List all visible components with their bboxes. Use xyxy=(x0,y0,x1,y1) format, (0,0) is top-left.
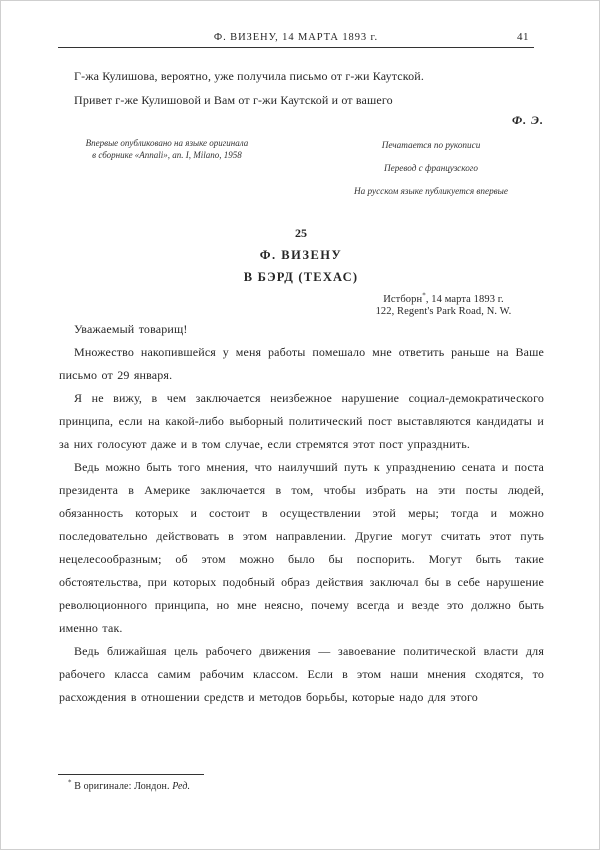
running-head-title: Ф. ВИЗЕНУ, 14 МАРТА 1893 г. xyxy=(213,32,379,43)
dateline-address: 122, Regent's Park Road, N. W. xyxy=(375,306,512,317)
letter-paragraph: Я не вижу, в чем заключается неизбежное нарушение социал-демократического принципа, если на какой-либо выборный политический пост выставляются кандидаты и за них голосуют даже и в том случае, если стремятся этот пост упразднить. xyxy=(59,391,544,451)
letter-body xyxy=(59,318,544,709)
letter-paragraph: Множество накопившейся у меня работы помешало мне ответить раньше на Ваше письмо от 29 января. xyxy=(59,345,544,382)
publication-note-left-line-2: в сборнике «Annali», an. I, Milano, 1958 xyxy=(92,149,242,160)
letter-addressee: Ф. ВИЗЕНУ xyxy=(259,248,343,262)
page-number: 41 xyxy=(517,31,529,43)
publication-note-left xyxy=(61,138,273,161)
intro-line-1: Г-жа Кулишова, вероятно, уже получила письмо от г-жи Каутской. xyxy=(74,69,424,83)
letter-heading xyxy=(1,227,600,284)
footnote xyxy=(58,774,543,793)
letter-signature: Ф. Э. xyxy=(511,113,544,127)
running-head xyxy=(58,31,534,48)
letter-destination: В БЭРД (ТЕХАС) xyxy=(243,270,359,284)
previous-letter-end xyxy=(59,64,544,128)
publication-note-right xyxy=(331,134,531,203)
intro-line-2: Привет г-же Кулишовой и Вам от г-жи Каутской и от вашего xyxy=(74,93,393,107)
footnote-separator xyxy=(58,774,204,775)
dateline-date: Истборн*, 14 марта 1893 г. xyxy=(383,291,504,305)
footnote-mark: * xyxy=(68,778,72,787)
dateline xyxy=(361,291,526,318)
letter-paragraph: Ведь ближайшая цель рабочего движения — завоевание политической власти для рабочего класса самим рабочим классом. Если в этом наши мнения сходятся, то расхождения в отношении средств и методов борьбы, которые надо для этого xyxy=(59,644,544,704)
footnote-text: * В оригинале: Лондон. Ред. xyxy=(68,778,191,792)
publication-note-left-line-1: Впервые опубликовано на языке оригинала xyxy=(85,138,249,148)
footnote-editor-label: Ред. xyxy=(172,781,191,792)
publication-note-right-line-3: На русском языке публикуется впервые xyxy=(354,186,508,196)
letter-number: 25 xyxy=(295,226,307,240)
publication-note-right-line-1: Печатается по рукописи xyxy=(381,140,481,150)
salutation: Уважаемый товарищ! xyxy=(74,322,188,336)
publication-note-right-line-2: Перевод с французского xyxy=(383,163,478,173)
letter-paragraph: Ведь можно быть того мнения, что наилучший путь к упразднению сената и поста президента в Америке заключается в том, чтобы избрать на эти посты людей, обязанность которых и состоит в осуществлении этой меры; тогда и можно последовательно действовать в этом направлении. Другие могут считать этот путь нецелесообразным; об этом можно было бы поспорить. Могут быть такие обстоятельства, при которых подобный образ действия заключал бы в себе нарушение революционного принципа, но мне неясно, почему всегда и везде это должно быть именно так. xyxy=(59,460,544,635)
footnote-mark-ref: * xyxy=(422,291,426,300)
